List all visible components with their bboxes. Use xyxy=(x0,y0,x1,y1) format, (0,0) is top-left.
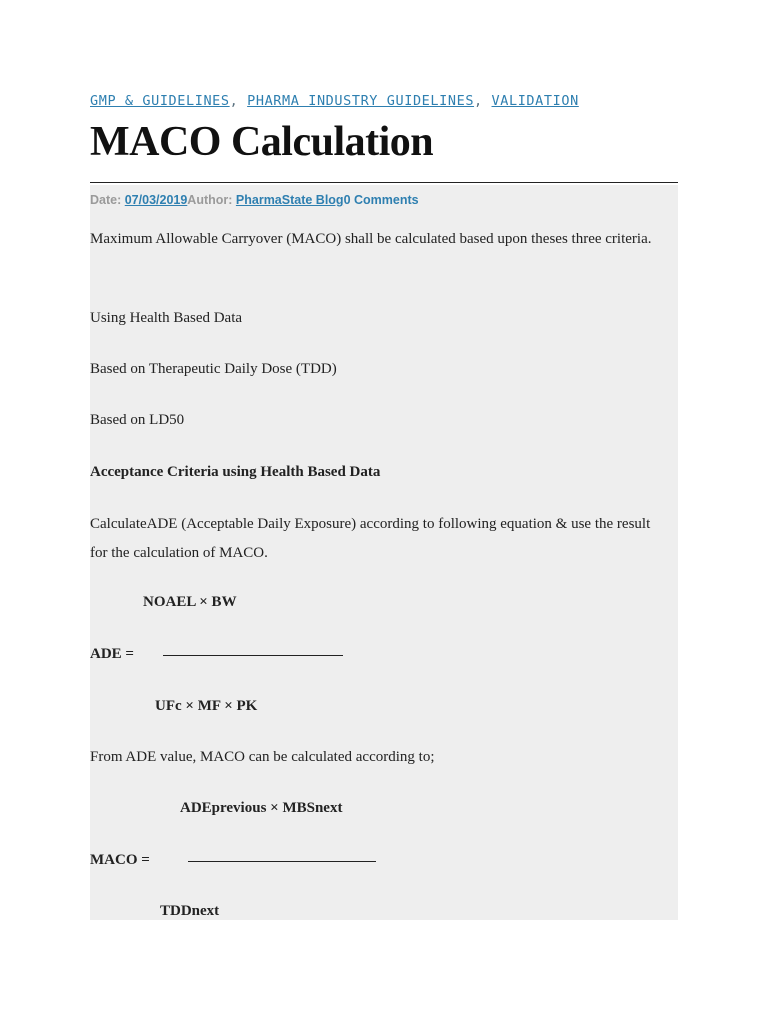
maco-fraction-line xyxy=(188,861,376,862)
maco-intro-paragraph: From ADE value, MACO can be calculated according to; xyxy=(90,749,435,765)
maco-denominator: TDDnext xyxy=(160,903,220,919)
title-divider xyxy=(90,182,678,183)
comments-link[interactable]: 0 Comments xyxy=(343,193,419,207)
date-label: Date: xyxy=(90,193,125,207)
criteria-item-health-based: Using Health Based Data xyxy=(90,310,243,326)
category-links xyxy=(90,93,579,109)
category-separator: , xyxy=(229,93,248,109)
intro-paragraph: Maximum Allowable Carryover (MACO) shall be calculated based upon theses three criteria. xyxy=(90,231,652,247)
ade-numerator: NOAEL × BW xyxy=(143,594,237,610)
article-body xyxy=(90,185,678,920)
maco-numerator: ADEprevious × MBSnext xyxy=(180,800,343,816)
criteria-item-tdd: Based on Therapeutic Daily Dose (TDD) xyxy=(90,361,337,377)
category-link-validation[interactable]: VALIDATION xyxy=(491,93,579,109)
criteria-item-ld50: Based on LD50 xyxy=(90,412,185,428)
category-link-pharma-industry[interactable]: PHARMA INDUSTRY GUIDELINES xyxy=(247,93,475,109)
category-link-gmp[interactable]: GMP & GUIDELINES xyxy=(90,93,230,109)
section-heading: Acceptance Criteria using Health Based Data xyxy=(90,464,381,480)
author-link[interactable]: PharmaState Blog xyxy=(235,193,344,207)
post-meta xyxy=(90,193,419,207)
ade-label: ADE = xyxy=(90,646,134,662)
ade-intro-paragraph: CalculateADE (Acceptable Daily Exposure) according to following equation & use the result for the calculation of MACO. xyxy=(90,516,651,561)
maco-label: MACO = xyxy=(90,852,150,868)
ade-fraction-line xyxy=(163,655,343,656)
page-title: MACO Calculation xyxy=(90,119,434,165)
ade-denominator: UFc × MF × PK xyxy=(155,698,258,714)
date-link[interactable]: 07/03/2019 xyxy=(124,193,188,207)
category-separator: , xyxy=(474,93,492,109)
author-label: Author: xyxy=(187,193,236,207)
